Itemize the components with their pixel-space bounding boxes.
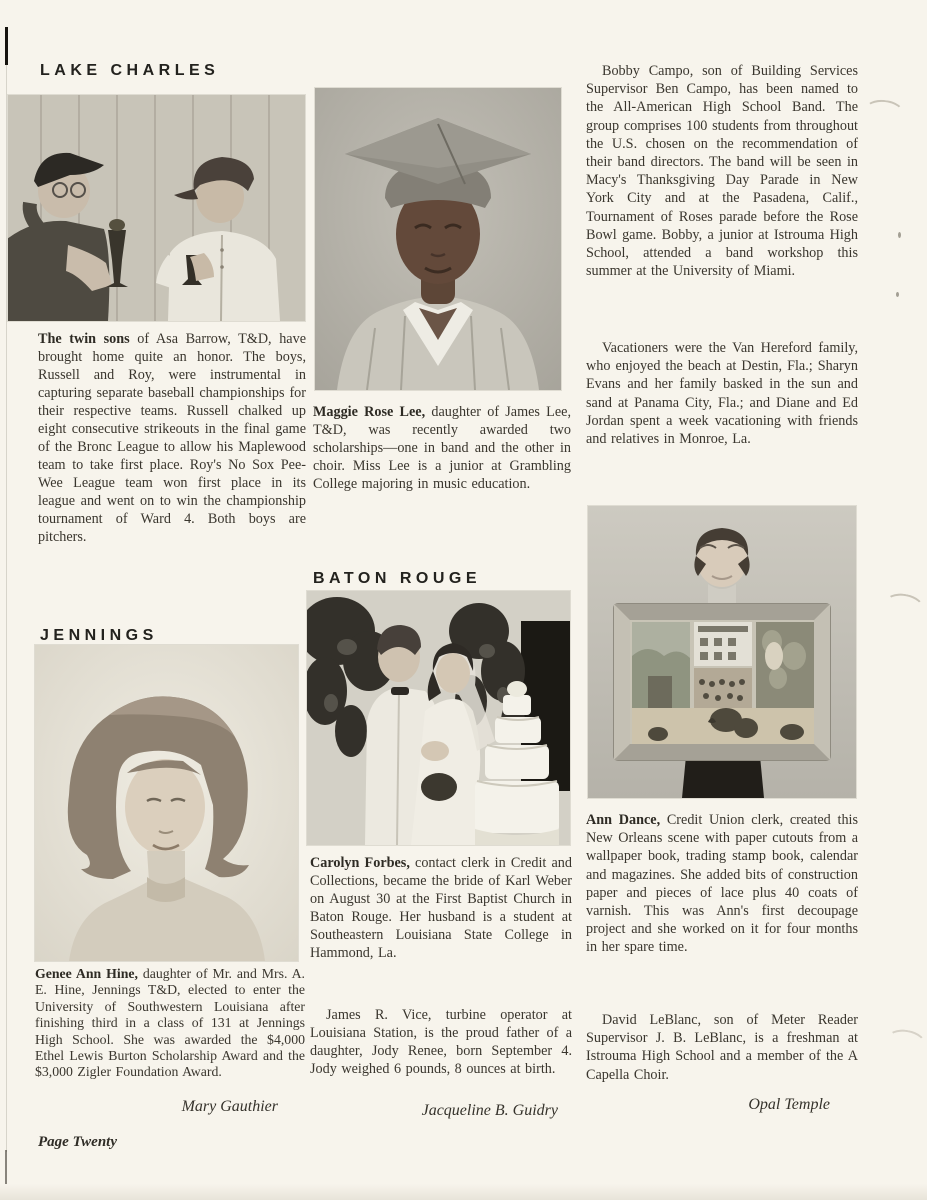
- photo-carolyn-forbes-wedding: [307, 591, 570, 845]
- article-ann-dance-lead: Ann Dance,: [586, 812, 661, 828]
- photo-portrait-illustration: [35, 645, 298, 961]
- article-maggie-body: daughter of James Lee, T&D, was recently awarded two scholarships—one in band and the other in choir. Miss Lee is a junior at Grambling College majoring in music education.: [313, 404, 571, 492]
- article-maggie: [313, 403, 571, 493]
- article-david-leblanc: David LeBlanc, son of Meter Reader Supervisor J. B. LeBlanc, is a freshman at Istrouma High School and a member of the A Capella Choir.: [586, 1012, 858, 1083]
- hole-punch-mark-top: [863, 98, 905, 126]
- photo-wedding-illustration: [307, 591, 570, 845]
- photo-genee-ann-hine-portrait: [35, 645, 298, 961]
- signature-mary-gauthier: Mary Gauthier: [181, 1098, 278, 1115]
- photo-twin-boys-trophies: [8, 95, 305, 321]
- signature-jacqueline-guidry: Jacqueline B. Guidry: [421, 1102, 558, 1119]
- article-genee-lead: Genee Ann Hine,: [35, 966, 138, 981]
- article-ann-dance: [586, 811, 858, 957]
- section-heading-jennings: JENNINGS: [40, 627, 158, 644]
- hole-punch-mark-middle: [882, 591, 926, 622]
- article-carolyn-body: contact clerk in Credit and Collections, became the bride of Karl Weber on August 30 at the First Baptist Church in Baton Rouge. Her husband is a student at Southeastern Louisiana State College in Hammond, La.: [310, 855, 572, 961]
- signature-opal-temple: Opal Temple: [748, 1096, 830, 1113]
- photo-twin-boys-illustration: [8, 95, 305, 321]
- article-twins-body: of Asa Barrow, T&D, have brought home quite an honor. The boys, Russell and Roy, were instrumental in capturing separate baseball championships for their respective teams. Russell chalked up eight consecutive strikeouts in the final game of the Bronc League to allow his Maplewood team to take first place. Roy's No Sox Pee-Wee League team won first place in its league and went on to win the championship tournament of Ward 4. Both boys are pitchers.: [38, 331, 306, 545]
- article-carolyn-lead: Carolyn Forbes,: [310, 855, 410, 871]
- section-heading-baton-rouge: BATON ROUGE: [313, 570, 482, 587]
- scan-edge-mark-top: [5, 27, 8, 65]
- article-bobby-campo: Bobby Campo, son of Building Services Supervisor Ben Campo, has been named to the All-American High School Band. The group comprises 100 students from throughout the U.S. chosen on the recommendation of their band directors. The band will be seen in Macy's Thanksgiving Day Parade in New York City and at the Pasadena, Calif., Tournament of Roses parade before the Rose Bowl game. Bobby, a junior at Istrouma High School, attended a band workshop this summer at the University of Miami.: [586, 63, 858, 280]
- photo-maggie-rose-lee-graduate: [315, 88, 561, 390]
- article-genee: [35, 966, 305, 1081]
- section-heading-lake-charles: LAKE CHARLES: [40, 62, 220, 79]
- page-number-label: Page Twenty: [38, 1134, 118, 1150]
- article-genee-body: daughter of Mr. and Mrs. A. E. Hine, Jennings T&D, elected to enter the University of Southwestern Louisiana after finishing third in a class of 131 at Jennings High School. She was awarded the $4,000 Ethel Lewis Burton Scholarship Award and the $3,000 Zigler Foundation Award.: [35, 966, 305, 1080]
- hole-punch-mark-bottom: [884, 1027, 927, 1058]
- scan-bottom-shadow: [0, 1184, 927, 1200]
- photo-ann-dance-decoupage: [588, 506, 856, 798]
- scan-edge-line: [6, 64, 7, 1152]
- article-ann-dance-body: Credit Union clerk, created this New Orleans scene with paper cutouts from a wallpaper book, trading stamp book, calendar and magazines. She added bits of construction paper and pieces of lace plus 40 coats of varnish. This was Ann's first decoupage project and she worked on it for four months in her spare time.: [586, 812, 858, 956]
- article-twins-lead: The twin sons: [38, 331, 130, 347]
- article-carolyn: [310, 854, 572, 962]
- article-vacationers: Vacationers were the Van Hereford family, who enjoyed the beach at Destin, Fla.; Sharyn Evans and her family basked in the sun and sand at Panama City, Fla.; and Diane and Ed Jordan spent a week vacationing with friends and relatives in Monroe, La.: [586, 340, 858, 448]
- photo-decoupage-illustration: [588, 506, 856, 798]
- article-maggie-lead: Maggie Rose Lee,: [313, 404, 426, 420]
- article-twins: [38, 330, 306, 546]
- photo-graduate-illustration: [315, 88, 561, 390]
- article-james-vice: James R. Vice, turbine operator at Louisiana Station, is the proud father of a daughter, Jody Renee, born September 4. Jody weighed 6 pounds, 8 ounces at birth.: [310, 1007, 572, 1077]
- scan-speck: [898, 232, 901, 238]
- scan-speck: [896, 292, 899, 297]
